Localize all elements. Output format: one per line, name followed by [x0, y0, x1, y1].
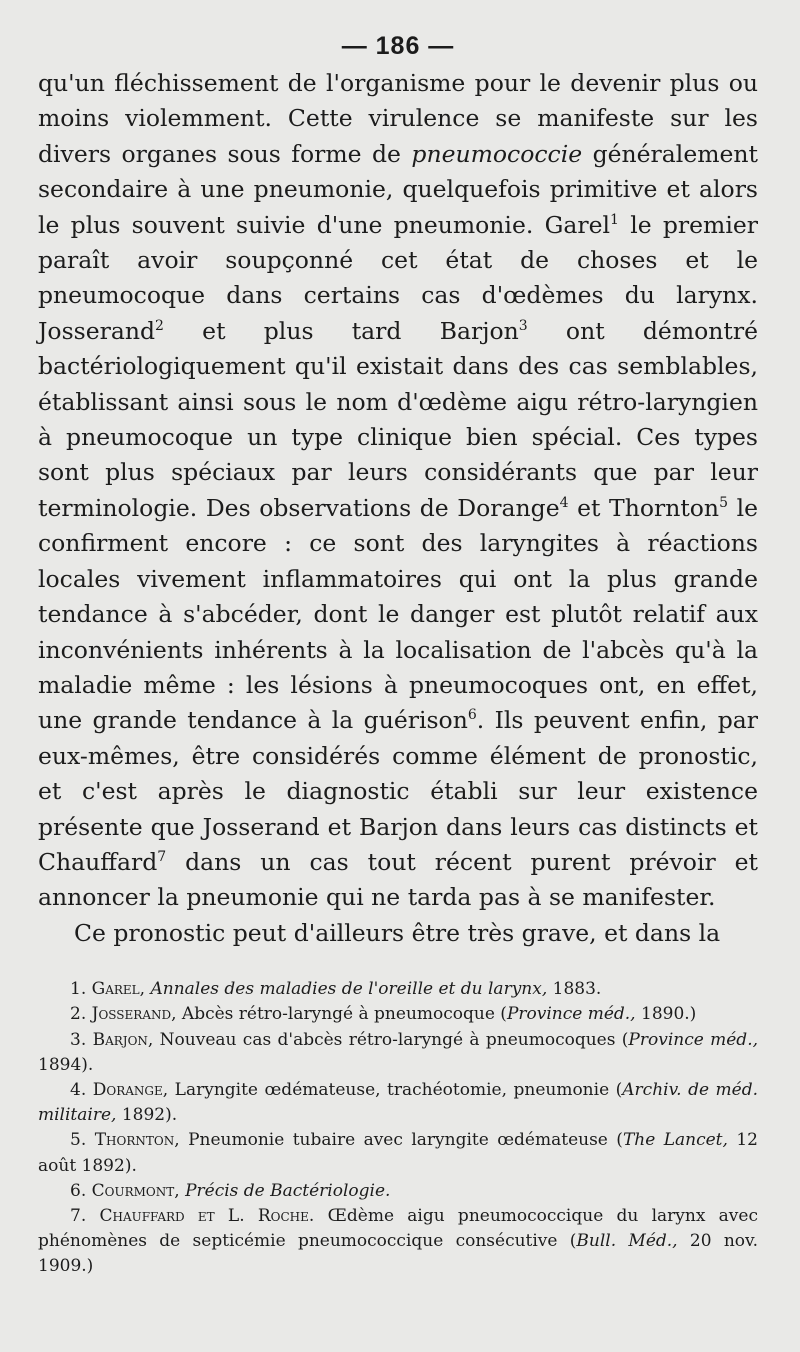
footnote-author: Barjon, — [92, 1029, 154, 1050]
footnote-source: Archiv. de méd. militaire, — [38, 1079, 759, 1126]
footnote-author: Josserand, — [91, 1004, 177, 1025]
body-text — [38, 66, 758, 951]
footnote-author: Garel, — [91, 979, 146, 1000]
footnote-source: The Lancet, — [622, 1130, 728, 1151]
paragraph-1 — [38, 66, 758, 916]
footnote-text: 1894). — [38, 1054, 94, 1075]
footnote-ref-3[interactable]: 3 — [518, 318, 528, 335]
footnote-number: 1. — [70, 979, 87, 1000]
paragraph-2: Ce pronostic peut d'ailleurs être très grave, et dans la — [74, 918, 721, 947]
footnote-number: 3. — [70, 1029, 87, 1050]
text-run: et plus tard Barjon — [163, 316, 519, 345]
footnote-number: 6. — [70, 1180, 87, 1201]
text-run: le confirment encore : ce sont des laryngites à réactions locales vivement inflammatoires qui ont la plus grande tendance à s'abcéder, dont le danger est plutôt relatif aux inconvénients inhérents à la localisation de l'abcès qu'à la maladie même : les lésions à pneumocoques ont, en effet, une grande tendance à la guérison — [38, 493, 758, 735]
footnote-text: Abcès rétro-laryngé à pneumocoque ( — [176, 1004, 507, 1025]
page-number: — 186 — — [341, 32, 455, 60]
footnote-5 — [38, 1128, 758, 1178]
footnote-text: Laryngite œdémateuse, trachéotomie, pneumonie ( — [168, 1079, 623, 1100]
footnote-ref-4[interactable]: 4 — [559, 495, 569, 512]
footnote-author: Thornton, — [94, 1130, 180, 1151]
footnote-source: Bull. Méd., — [576, 1231, 678, 1252]
text-run: généralement secondaire à une pneumonie, quelquefois primitive et alors le plus souvent suivie d'une pneumonie. Garel — [38, 139, 758, 239]
footnote-source: Précis de Bactériologie. — [185, 1180, 391, 1201]
footnote-source: Province méd., — [506, 1004, 636, 1025]
text-run: ont démontré bactériologiquement qu'il existait dans des cas semblables, établissant ainsi sous le nom d'œdème aigu rétro-laryngien à pneumocoque un type clinique bien spécial. Ces types sont plus spéciaux par leurs considérants que par leur terminologie. Des observations de Dorange — [38, 316, 758, 522]
footnote-text: 12 août 1892). — [38, 1130, 758, 1176]
footnote-source: Annales des maladies de l'oreille et du larynx, — [150, 979, 548, 1000]
text-run: . Ils peuvent enfin, par eux-mêmes, être considérés comme élément de pronostic, et c'est après le diagnostic établi sur leur existence présente que Josserand et Barjon dans leurs cas distincts et Chauffard — [38, 706, 759, 876]
footnote-7 — [38, 1204, 758, 1280]
text-run: et Thornton — [568, 493, 720, 522]
footnote-text: 1890.) — [635, 1004, 697, 1025]
footnote-ref-2[interactable]: 2 — [155, 318, 164, 335]
footnote-ref-6[interactable]: 6 — [467, 707, 477, 724]
footnote-text: 20 nov. 1909.) — [38, 1231, 758, 1277]
text-run: le premier paraît avoir soupçonné cet état de choses et le pneumocoque dans certains cas d'œdèmes du larynx. Josserand — [38, 210, 758, 345]
footnote-author: Chauffard et L. Roche. — [99, 1205, 315, 1226]
footnote-number: 7. — [70, 1205, 87, 1226]
footnote-text: 1883. — [547, 979, 602, 1000]
text-run: dans un cas tout récent purent prévoir et annoncer la pneumonie qui ne tarda pas à se manifester. — [38, 847, 758, 912]
footnote-number: 4. — [70, 1079, 87, 1100]
footnote-4 — [38, 1078, 758, 1128]
footnote-2 — [38, 1002, 758, 1027]
footnote-6 — [38, 1179, 758, 1204]
footnote-3 — [38, 1028, 758, 1078]
footnote-source: Province méd., — [628, 1029, 759, 1050]
footnote-text: Pneumonie tubaire avec laryngite œdémateuse ( — [179, 1130, 623, 1151]
footnote-author: Courmont, — [91, 1180, 180, 1201]
footnote-text: Œdème aigu pneumococcique du larynx avec phénomènes de septicémie pneumococcique consécutive ( — [38, 1205, 758, 1252]
footnote-1 — [38, 977, 758, 1002]
footnote-author: Dorange, — [92, 1079, 169, 1100]
footnote-number: 5. — [70, 1130, 87, 1151]
footnote-ref-5[interactable]: 5 — [719, 495, 728, 512]
emphasis-pneumococcie: pneumococcie — [411, 139, 583, 168]
footnote-text: Nouveau cas d'abcès rétro-laryngé à pneumocoques ( — [153, 1029, 629, 1050]
footnote-text: 1892). — [116, 1105, 178, 1126]
footnote-ref-7[interactable]: 7 — [157, 849, 167, 866]
footnote-number: 2. — [70, 1004, 87, 1025]
footnote-ref-1[interactable]: 1 — [610, 211, 619, 228]
text-run: qu'un fléchissement de l'organisme pour le devenir plus ou moins violemment. Cette virulence se manifeste sur les divers organes sous forme de — [38, 69, 758, 168]
footnotes — [38, 977, 758, 1279]
